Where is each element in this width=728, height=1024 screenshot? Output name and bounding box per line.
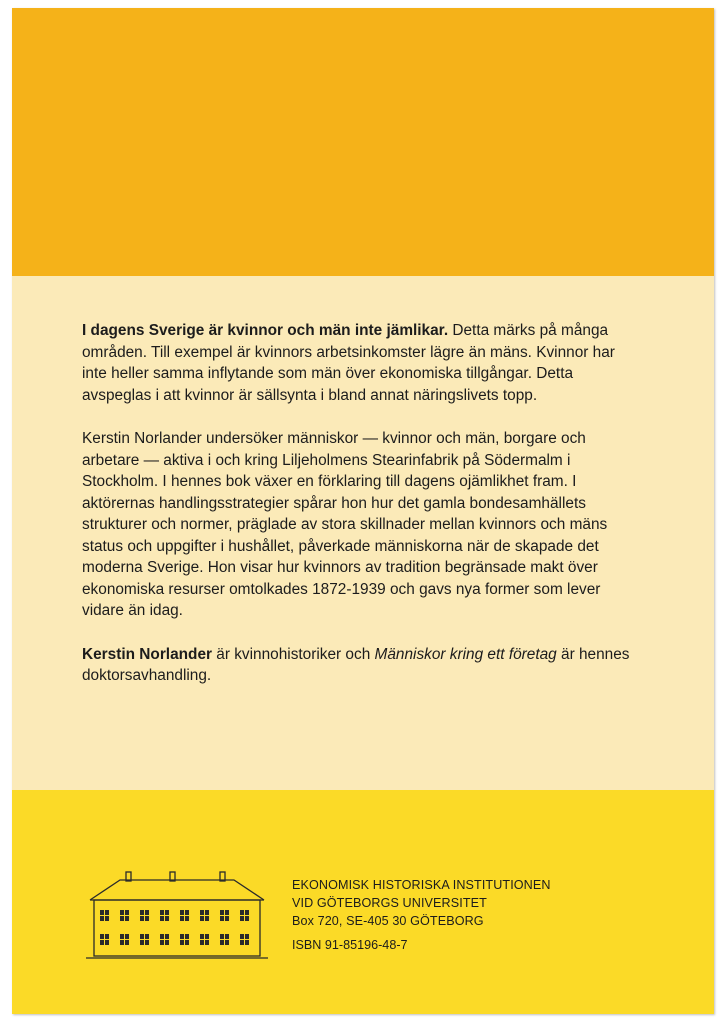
author-bio-text: är kvinnohistoriker och <box>212 645 375 663</box>
book-title: Människor kring ett företag <box>374 645 557 663</box>
publisher-line-2: VID GÖTEBORGS UNIVERSITET <box>292 896 487 910</box>
book-back-cover <box>12 8 714 1014</box>
author-name: Kerstin Norlander <box>82 645 212 663</box>
author-bio-end: är hennes doktorsavhandling. <box>82 645 630 684</box>
blurb-paragraph-2: Kerstin Norlander undersöker människor — kvinnor och män, borgare och arbetare — aktiva i och kring Liljeholmens Stearinfabrik på Södermalm i Stockholm. I hennes bok växer en förklaring till dagens ojämlikhet fram. I aktörernas handlingsstrategier spårar hon hur det gamla bondesamhällets strukturer och normer, präglade av stora skillnader mellan kvinnors och mäns status och uppgifter i hushållet, påverkade människorna när de skapade det moderna Sverige. Hon visar hur kvinnors av tradition begränsade makt över ekonomiska resurser omtolkades 1872-1939 och gavs nya former som lever vidare än idag. <box>82 430 608 619</box>
building-icon <box>84 860 270 962</box>
blurb-paragraph-3 <box>82 644 642 687</box>
publisher-address <box>292 876 551 930</box>
isbn: ISBN 91-85196-48-7 <box>292 938 408 952</box>
publisher-line-3: Box 720, SE-405 30 GÖTEBORG <box>292 914 484 928</box>
blurb-paragraph-1 <box>82 320 642 406</box>
publisher-line-1: EKONOMISK HISTORISKA INSTITUTIONEN <box>292 878 551 892</box>
blurb-text <box>82 320 642 709</box>
blurb-paragraph-1-text: Detta märks på många områden. Till exempel är kvinnors arbetsinkomster lägre än mäns. Kvinnor har inte heller samma inflytande som män över ekonomiska tillgångar. Detta avspeglas i att kvinnor är sällsynta i bland annat näringslivets topp. <box>82 322 615 404</box>
blurb-lead-bold: I dagens Sverige är kvinnor och män inte jämlikar. <box>82 322 449 339</box>
top-color-band <box>12 8 714 276</box>
